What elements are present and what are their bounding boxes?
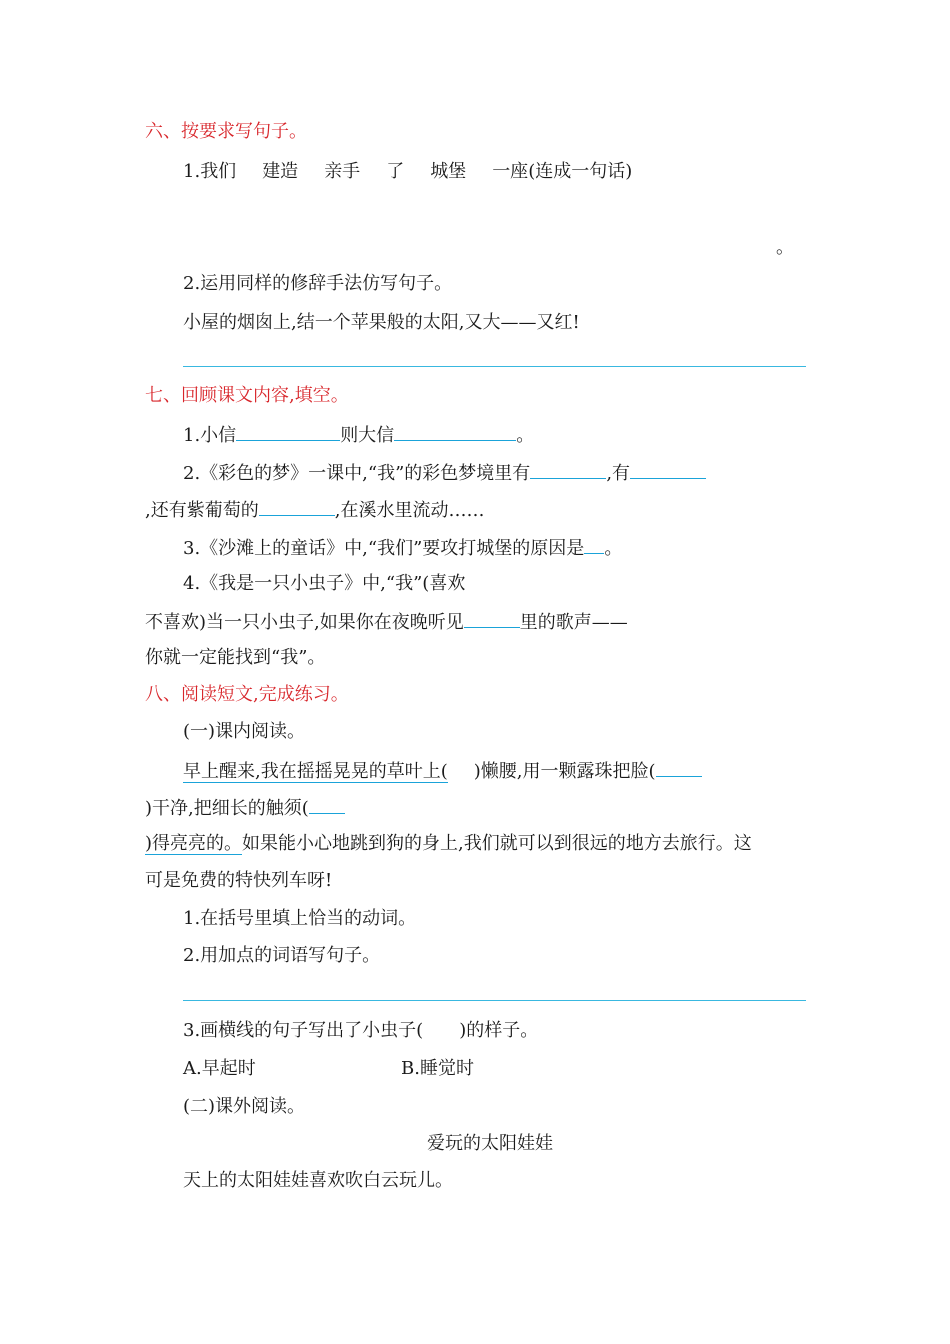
s8-passage-text-2a: )干净,把细长的触须( xyxy=(145,798,309,819)
s7-q2-line1 xyxy=(183,460,706,486)
s7-q1-blank-2[interactable] xyxy=(394,422,516,441)
s6-q2-prompt: 2.运用同样的修辞手法仿写句子。 xyxy=(183,273,453,294)
s7-q1-text-c: 。 xyxy=(516,425,535,446)
s7-q3 xyxy=(183,535,622,561)
s6-q1-word-2: 建造 xyxy=(262,161,299,182)
s6-q2-answer-line[interactable] xyxy=(183,366,806,367)
s6-q1-note: (连成一句话) xyxy=(528,161,633,182)
s7-q4-text-c: 里的歌声—— xyxy=(519,612,628,633)
s8-passage-text-3b: 如果能小心地跳到狗的身上,我们就可以到很远的地方去旅行。这 xyxy=(242,833,752,854)
s7-q4-line3: 你就一定能找到“我”。 xyxy=(145,647,326,668)
s6-q1-num: 1. xyxy=(183,161,201,182)
s8-underlined-sentence-1: 早上醒来,我在摇摇晃晃的草叶上( xyxy=(183,761,448,782)
s7-q3-blank[interactable] xyxy=(584,535,604,554)
s6-q1-word-6: 一座 xyxy=(492,161,529,182)
section-6-title: 六、按要求写句子。 xyxy=(145,121,307,142)
s8-passage-line1 xyxy=(183,758,702,784)
s7-q2-text-b: ,有 xyxy=(606,463,631,484)
section-8-title: 八、阅读短文,完成练习。 xyxy=(145,684,349,705)
s8-part2-passage-line1: 天上的太阳娃娃喜欢吹白云玩儿。 xyxy=(183,1170,453,1191)
s7-q4-blank[interactable] xyxy=(464,609,520,628)
s6-q1-word-3: 亲手 xyxy=(324,161,361,182)
s8-passage-line4: 可是免费的特快列车呀! xyxy=(145,870,333,891)
s8-bracket-blank-3[interactable] xyxy=(309,795,345,814)
s7-q1-text-b: 则大信 xyxy=(340,425,395,446)
s7-q3-text-a: 3.《沙滩上的童话》中,“我们”要攻打城堡的原因是 xyxy=(183,538,585,559)
s8-bracket-blank-2[interactable] xyxy=(656,758,702,777)
s7-q2-blank-3[interactable] xyxy=(259,497,335,516)
s7-q4-text-b: 不喜欢)当一只小虫子,如果你在夜晚听见 xyxy=(145,612,464,633)
s8-q1: 1.在括号里填上恰当的动词。 xyxy=(183,908,417,929)
s7-q1-text-a: 1.小信 xyxy=(183,425,237,446)
s7-q1-blank-1[interactable] xyxy=(236,422,340,441)
s8-q2-answer-line[interactable] xyxy=(183,1000,806,1001)
s6-q2-example: 小屋的烟囱上,结一个苹果般的太阳,又大——又红! xyxy=(183,312,580,333)
s7-q2-text-a: 2.《彩色的梦》一课中,“我”的彩色梦境里有 xyxy=(183,463,531,484)
s8-part2-label: (二)课外阅读。 xyxy=(183,1096,306,1117)
s6-q1 xyxy=(183,160,632,184)
s8-passage-line3 xyxy=(145,832,752,856)
s7-q2-text-d: ,在溪水里流动…… xyxy=(334,500,485,521)
s8-q3-option-a[interactable]: A.早起时 xyxy=(183,1058,256,1079)
s8-q2: 2.用加点的词语写句子。 xyxy=(183,945,381,966)
s8-part1-label: (一)课内阅读。 xyxy=(183,721,306,742)
s6-q1-word-5: 城堡 xyxy=(430,161,467,182)
s7-q3-text-b: 。 xyxy=(604,538,623,559)
s8-q3: 3.画横线的句子写出了小虫子( )的样子。 xyxy=(183,1020,539,1041)
s8-q3-option-b[interactable]: B.睡觉时 xyxy=(401,1058,474,1079)
s7-q1 xyxy=(183,422,534,448)
s8-passage-text-1b: )懒腰,用一颗露珠把脸( xyxy=(473,761,656,782)
s7-q2-blank-2[interactable] xyxy=(630,460,706,479)
s7-q2-text-c: ,还有紫葡萄的 xyxy=(145,500,259,521)
s6-q1-word-4: 了 xyxy=(386,161,405,182)
s8-underlined-sentence-2: )得亮亮的。 xyxy=(145,833,243,854)
s7-q2-line2 xyxy=(145,497,484,523)
s7-q4-line2 xyxy=(145,609,628,635)
s8-part2-passage-title: 爱玩的太阳娃娃 xyxy=(427,1133,553,1154)
section-7-title: 七、回顾课文内容,填空。 xyxy=(145,385,349,406)
s8-passage-line2 xyxy=(145,795,345,821)
s6-q1-end-mark: 。 xyxy=(776,237,794,258)
s7-q2-blank-1[interactable] xyxy=(530,460,606,479)
s7-q4-line1: 4.《我是一只小虫子》中,“我”(喜欢 xyxy=(183,573,466,594)
s6-q1-word-1: 我们 xyxy=(200,161,237,182)
